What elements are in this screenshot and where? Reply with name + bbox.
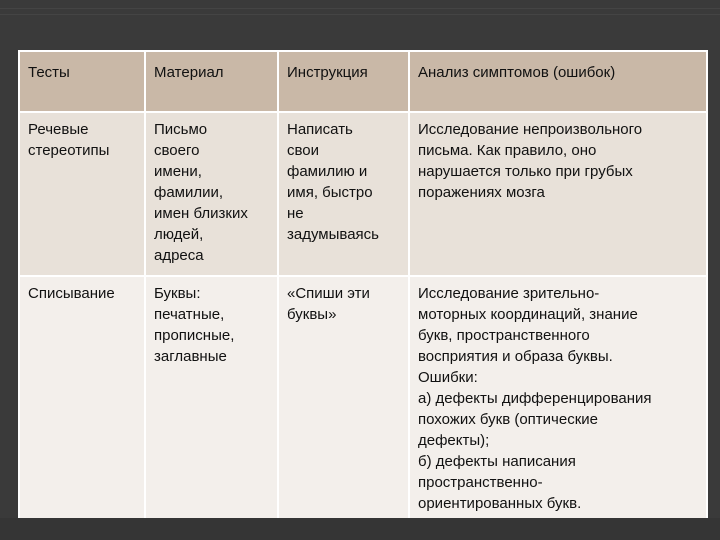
- header-material: Материал: [145, 51, 278, 112]
- symptoms-table: [18, 50, 708, 530]
- cell-test: Речевые стереотипы: [19, 112, 145, 276]
- cell-analysis: Исследование непроизвольного письма. Как правило, оно нарушается только при грубых поражениях мозга: [409, 112, 707, 276]
- cell-material: Письмо своего имени, фамилии, имен близких людей, адреса: [145, 112, 278, 276]
- header-analysis: Анализ симптомов (ошибок): [409, 51, 707, 112]
- table-row: [19, 276, 707, 529]
- table-row: [19, 112, 707, 276]
- cell-test: Списывание: [19, 276, 145, 529]
- table-header-row: [19, 51, 707, 112]
- cell-analysis: Исследование зрительно- моторных координаций, знание букв, пространственного восприятия и образа буквы. Ошибки: а) дефекты дифференцирования похожих букв (оптические дефекты); б) дефекты написания пространственно- ориентированных букв.: [409, 276, 707, 529]
- bottom-bar: [0, 518, 720, 540]
- background-stripe: [0, 8, 720, 9]
- background-stripe: [0, 14, 720, 15]
- header-tests: Тесты: [19, 51, 145, 112]
- cell-instruction: Написать свои фамилию и имя, быстро не задумываясь: [278, 112, 409, 276]
- cell-material: Буквы: печатные, прописные, заглавные: [145, 276, 278, 529]
- header-instruction: Инструкция: [278, 51, 409, 112]
- cell-instruction: «Спиши эти буквы»: [278, 276, 409, 529]
